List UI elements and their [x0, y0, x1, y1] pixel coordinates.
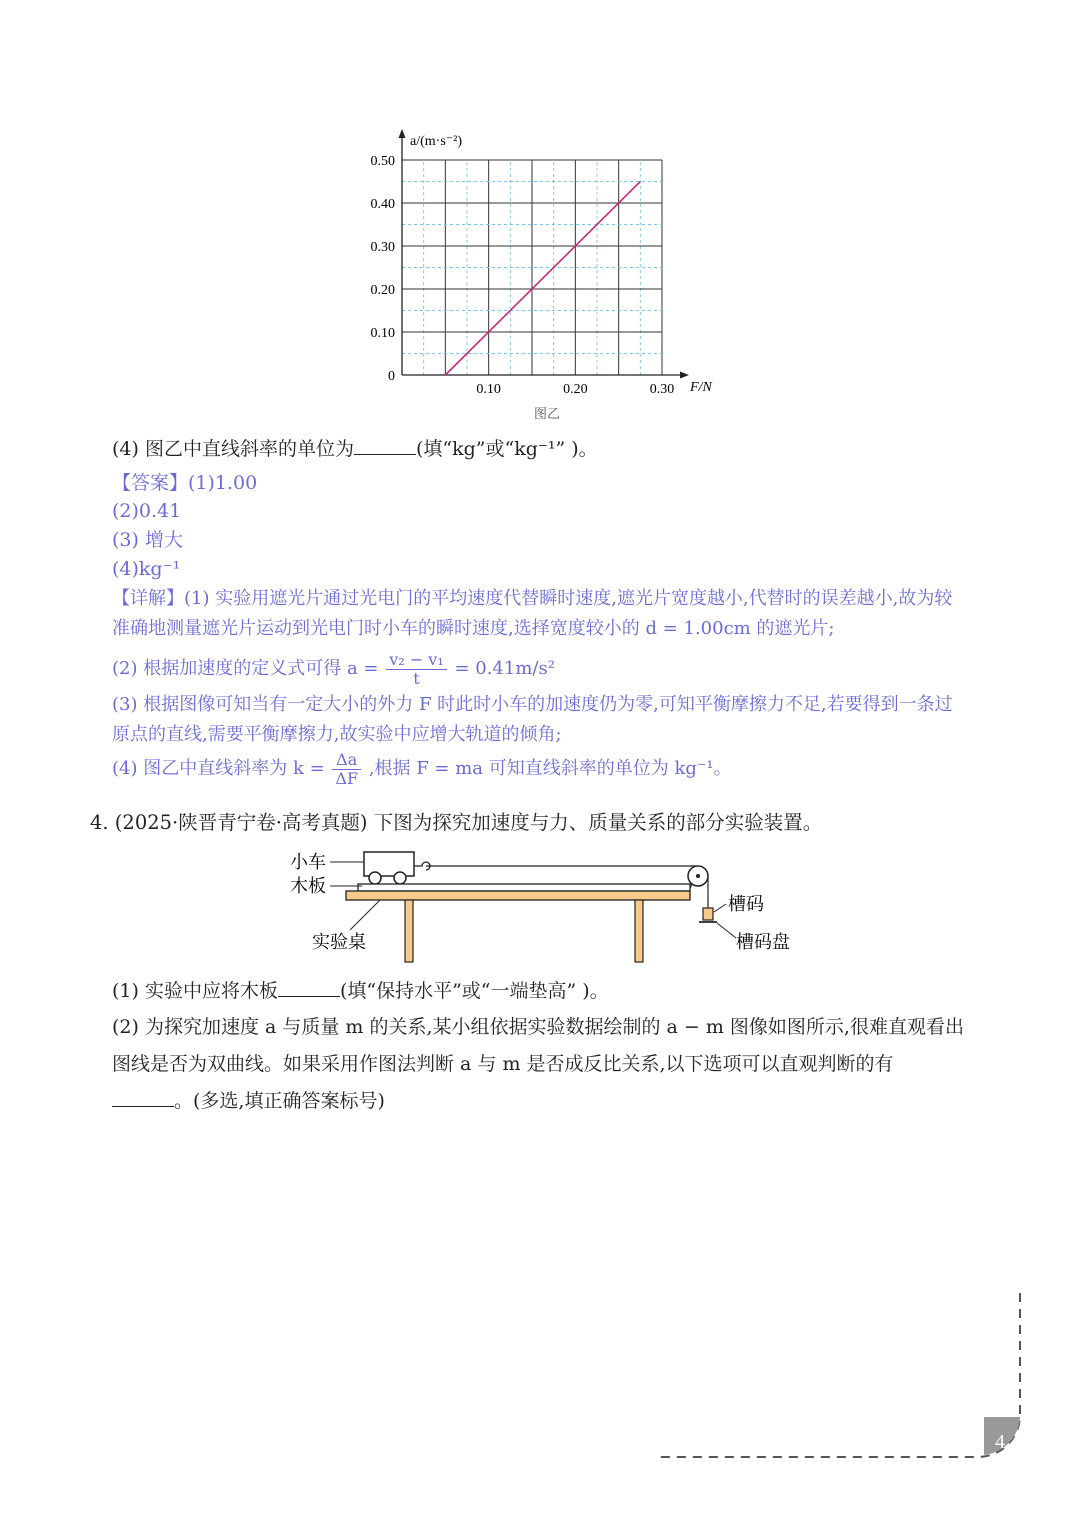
force-acceleration-chart [340, 125, 740, 425]
corner-dashed-border [658, 1293, 1020, 1457]
cart-wheel-right [394, 872, 406, 884]
x-axis-arrow [680, 372, 689, 379]
table-leg-left [405, 900, 413, 962]
y-tick-label: 0.40 [370, 197, 395, 212]
answer-tag: 【答案】 [112, 472, 189, 494]
question-stem: 4. (2025·陕晋青宁卷·高考真题) 下图为探究加速度与力、质量关系的部分实验装置。 [90, 811, 823, 834]
answer-blank[interactable] [278, 978, 340, 997]
label-table: 实验桌 [312, 932, 366, 952]
detail-p4: (4) 图乙中直线斜率为 k = $\frac{\Delta a}{\Delta F}$ ,根据 F = ma 可知直线斜率的单位为 kg⁻¹。 [112, 749, 732, 788]
q5-sub2-line3: 。(多选,填正确答案标号) [112, 1088, 385, 1114]
fraction-velocity: $\frac{\text{v₂ − v₁}}{t}$ [386, 651, 446, 688]
chart-title: 图乙 [533, 406, 561, 421]
chart-axes [399, 129, 690, 379]
detail-tag: 【详解】 [112, 588, 184, 609]
table-leg-right [635, 900, 643, 962]
slot-weight [703, 908, 713, 920]
board [358, 884, 690, 891]
page-number: 4 [995, 1431, 1005, 1453]
y-axis-arrow [399, 129, 406, 138]
x-tick-label: 0.30 [649, 382, 675, 397]
y-tick-label: 0.20 [370, 283, 395, 298]
y-tick-label: 0 [388, 369, 395, 384]
y-tick-labels [371, 154, 396, 384]
detail-p3-line2: 原点的直线,需要平衡摩擦力,故实验中应增大轨道的倾角; [112, 724, 562, 745]
apparatus-diagram [280, 846, 820, 966]
detail-p1-line2: 准确地测量遮光片运动到光电门时小车的瞬时速度,选择宽度较小的 d = 1.00cm 的遮光片; [112, 618, 835, 639]
label-weight: 槽码 [728, 894, 764, 914]
x-axis-label: F/N [690, 380, 712, 395]
fraction-slope: $\frac{\Delta a}{\Delta F}$ [332, 751, 361, 788]
leader-table [350, 900, 380, 930]
q5-sub2-line2: 图线是否为双曲线。如果采用作图法判断 a 与 m 是否成反比关系,以下选项可以直观判断的有 [112, 1053, 894, 1075]
leader-weight [714, 904, 726, 912]
answer-blank[interactable] [112, 1088, 174, 1107]
series-line [445, 182, 640, 376]
y-tick-label: 0.50 [370, 154, 395, 169]
y-axis-label: a/(m·s⁻²) [410, 134, 463, 149]
chart-grid [402, 160, 662, 375]
pulley-axle [696, 874, 700, 878]
x-tick-labels [476, 382, 674, 397]
answer-3: (3) 增大 [112, 529, 183, 551]
y-tick-label: 0.10 [370, 326, 395, 341]
leader-tray [717, 923, 736, 938]
q5-sub1: (1) 实验中应将木板 (填“保持水平”或“一端垫高” )。 [112, 980, 609, 1002]
answer-2: (2)0.41 [112, 500, 182, 522]
answer-blank[interactable] [354, 436, 416, 455]
detail-p1-line1: 【详解】(1) 实验用遮光片通过光电门的平均速度代替瞬时速度,遮光片宽度越小,代替时的误差越小,故为较 [112, 588, 953, 609]
detail-p3-line1: (3) 根据图像可知当有一定大小的外力 F 时此时小车的加速度仍为零,可知平衡摩擦力不足,若要得到一条过 [112, 694, 953, 715]
answer-1: 【答案】(1)1.00 [112, 472, 258, 494]
x-tick-label: 0.10 [476, 382, 501, 397]
label-tray: 槽码盘 [736, 932, 790, 952]
label-board: 木板 [290, 876, 326, 896]
detail-p2: (2) 根据加速度的定义式可得 a = $\frac{\text{v₂ − v₁}}{t}$ = 0.41m/s² [112, 649, 555, 688]
answer-4: (4)kg⁻¹ [112, 558, 181, 580]
y-tick-label: 0.30 [370, 240, 395, 255]
q5-sub2-line1: (2) 为探究加速度 a 与质量 m 的关系,某小组依据实验数据绘制的 a − m 图像如图所示,很难直观看出 [112, 1016, 964, 1038]
page-corner-decoration [650, 1285, 1030, 1470]
table-top [346, 891, 690, 900]
label-cart: 小车 [290, 852, 326, 872]
q4-sub4: (4) 图乙中直线斜率的单位为 (填“kg”或“kg⁻¹” )。 [112, 438, 598, 460]
cart-wheel-left [369, 872, 381, 884]
x-tick-label: 0.20 [563, 382, 588, 397]
